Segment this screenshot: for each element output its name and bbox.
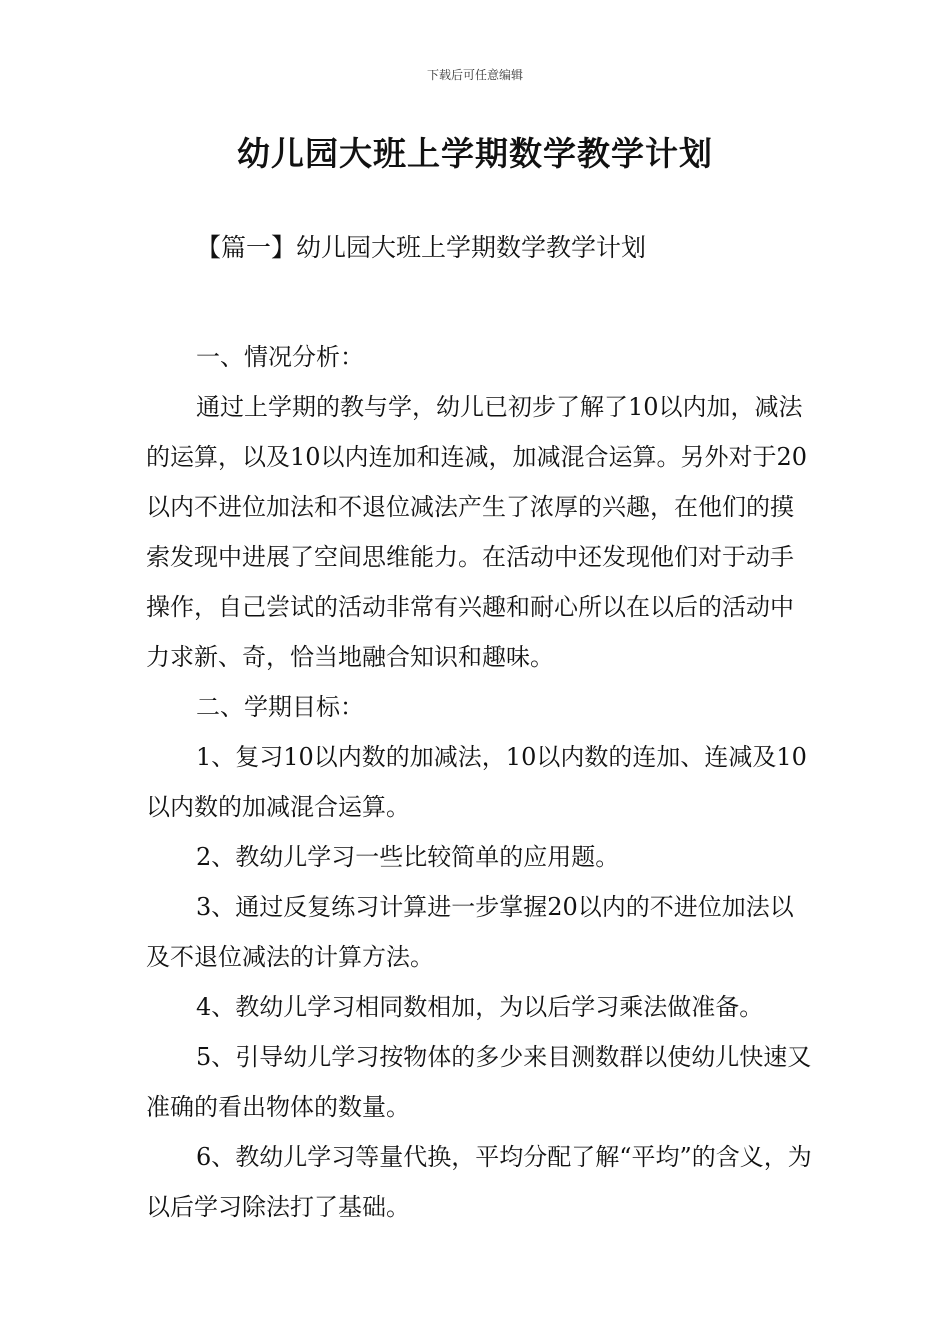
heading-situation-analysis: 一、情况分析： xyxy=(196,343,364,371)
goal-item-4: 4、教幼儿学习相同数相加，为以后学习乘法做准备。 xyxy=(196,993,764,1021)
goal-item-2: 2、教幼儿学习一些比较简单的应用题。 xyxy=(196,843,620,871)
goal-item-6: 6、教幼儿学习等量代换，平均分配了解“平均”的含义，为以后学习除法打了基础。 xyxy=(146,1143,812,1221)
goal-item-1: 1、复习10以内数的加减法，10以内数的连加、连减及10以内数的加减混合运算。 xyxy=(146,743,807,821)
goal-item-3: 3、通过反复练习计算进一步掌握20以内的不进位加法以及不退位减法的计算方法。 xyxy=(146,893,794,971)
document-title: 幼儿园大班上学期数学教学计划 xyxy=(237,134,713,173)
header-note: 下载后可任意编辑 xyxy=(426,68,523,82)
goal-item-5: 5、引导幼儿学习按物体的多少来目测数群以使幼儿快速又准确的看出物体的数量。 xyxy=(146,1043,812,1121)
document-body xyxy=(146,332,812,1232)
heading-semester-goals: 二、学期目标： xyxy=(196,693,364,721)
paragraph-situation: 通过上学期的教与学，幼儿已初步了解了10以内加，减法的运算，以及10以内连加和连减，加减混合运算。另外对于20以内不进位加法和不退位减法产生了浓厚的兴趣，在他们的摸索发现中进展了空间思维能力。在活动中还发现他们对于动手操作，自己尝试的活动非常有兴趣和耐心所以在以后的活动中力求新、奇，恰当地融合知识和趣味。 xyxy=(146,393,808,671)
section-subtitle: 【篇一】幼儿园大班上学期数学教学计划 xyxy=(196,233,647,262)
